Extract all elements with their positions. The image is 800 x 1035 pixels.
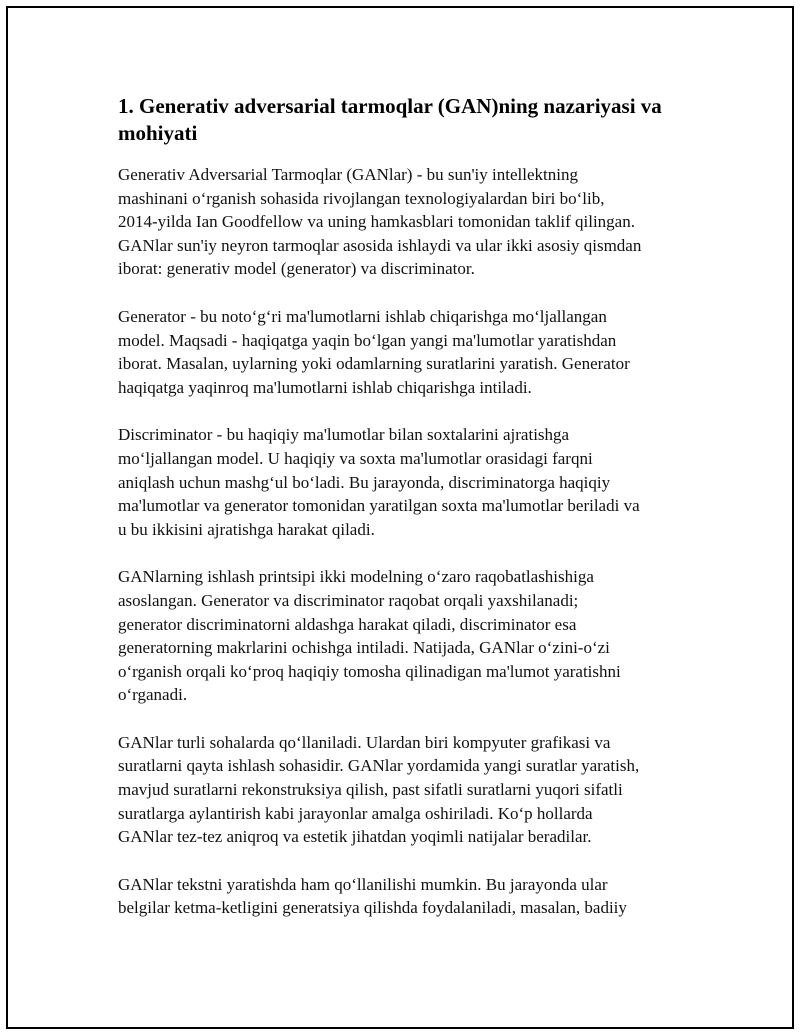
paragraph-applications-text [118, 873, 700, 920]
text-line: mo‘ljallangan model. U haqiqiy va soxta ma'lumotlar orasidagi farqni [118, 448, 593, 468]
paragraph-gan-intro [118, 163, 700, 281]
text-line: mashinani o‘rganish sohasida rivojlangan texnologiyalardan biri bo‘lib, [118, 188, 605, 208]
text-line: Generator - bu noto‘g‘ri ma'lumotlarni ishlab chiqarishga mo‘ljallangan [118, 306, 607, 326]
section-heading [118, 93, 700, 147]
text-line: iborat. Masalan, uylarning yoki odamlarning suratlarini yaratish. Generator [118, 354, 630, 374]
text-line: 2014-yilda Ian Goodfellow va uning hamkasblari tomonidan taklif qilingan. [118, 212, 635, 232]
text-line: suratlarni qayta ishlash sohasidir. GANlar yordamida yangi suratlar yaratish, [118, 756, 640, 776]
text-line: Discriminator - bu haqiqiy ma'lumotlar bilan soxtalarini ajratishga [118, 425, 570, 445]
text-line: mavjud suratlarni rekonstruksiya qilish, past sifatli suratlarni yuqori sifatli [118, 780, 623, 800]
text-line: suratlarga aylantirish kabi jarayonlar amalga oshiriladi. Ko‘p hollarda [118, 803, 593, 823]
text-line: o‘rganish orqali ko‘proq haqiqiy tomosha qilinadigan ma'lumot yaratishni [118, 661, 621, 681]
text-line: Generativ Adversarial Tarmoqlar (GANlar) - bu sun'iy intellektning [118, 165, 578, 184]
document-body [118, 93, 700, 944]
heading-line: 1. Generativ adversarial tarmoqlar (GAN)ning nazariyasi va [118, 94, 662, 118]
paragraph-working-principle [118, 565, 700, 707]
heading-line: mohiyati [118, 121, 198, 145]
text-line: GANlarning ishlash printsipi ikki modelning o‘zaro raqobatlashishiga [118, 567, 594, 587]
text-line: GANlar turli sohalarda qo‘llaniladi. Ulardan biri kompyuter grafikasi va [118, 732, 611, 752]
text-line: iborat: generativ model (generator) va discriminator. [118, 259, 475, 279]
text-line: aniqlash uchun mashg‘ul bo‘ladi. Bu jarayonda, discriminatorga haqiqiy [118, 472, 611, 492]
text-line: haqiqatga yaqinroq ma'lumotlarni ishlab chiqarishga intiladi. [118, 377, 532, 397]
text-line: u bu ikkisini ajratishga harakat qiladi. [118, 519, 375, 539]
text-line: generatorning makrlarini ochishga intiladi. Natijada, GANlar o‘zini-o‘zi [118, 638, 610, 658]
paragraph-generator [118, 305, 700, 399]
text-line: GANlar sun'iy neyron tarmoqlar asosida ishlaydi va ular ikki asosiy qismdan [118, 235, 642, 255]
paragraph-discriminator [118, 423, 700, 541]
text-line: GANlar tez-tez aniqroq va estetik jihatdan yoqimli natijalar beradilar. [118, 827, 592, 847]
text-line: belgilar ketma-ketligini generatsiya qilishda foydalaniladi, masalan, badiiy [118, 898, 627, 918]
text-line: GANlar tekstni yaratishda ham qo‘llanilishi mumkin. Bu jarayonda ular [118, 874, 608, 894]
text-line: asoslangan. Generator va discriminator raqobat orqali yaxshilanadi; [118, 590, 579, 610]
paragraph-applications-graphics [118, 731, 700, 849]
text-line: ma'lumotlar va generator tomonidan yaratilgan soxta ma'lumotlar beriladi va [118, 496, 640, 516]
text-line: o‘rganadi. [118, 685, 188, 705]
text-line: model. Maqsadi - haqiqatga yaqin bo‘lgan yangi ma'lumotlar yaratishdan [118, 330, 617, 350]
text-line: generator discriminatorni aldashga harakat qiladi, discriminator esa [118, 614, 577, 634]
